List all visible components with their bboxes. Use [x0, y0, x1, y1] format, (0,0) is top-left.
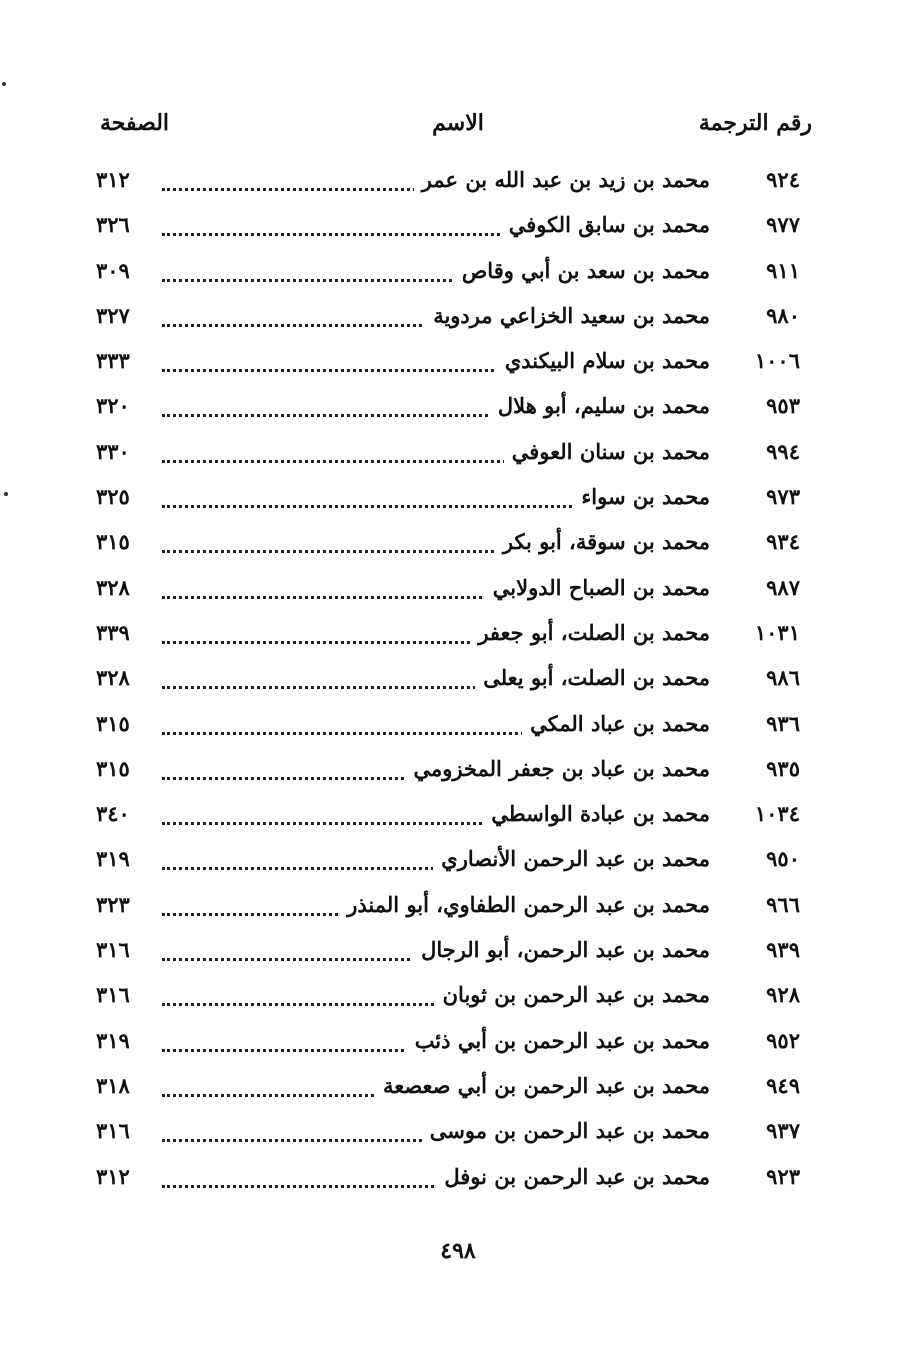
index-row — [0, 525, 916, 570]
translation-number: ٩٥٣ — [766, 393, 800, 419]
entry-name: محمد بن عبد الرحمن بن نوفل — [436, 1164, 710, 1189]
index-row — [0, 1024, 916, 1069]
entry-page: ٣٢٠ — [96, 393, 130, 419]
index-row — [0, 752, 916, 797]
entry-name: محمد بن عبادة الواسطي — [483, 801, 710, 826]
entry-name: محمد بن سابق الكوفي — [501, 212, 710, 237]
entry-name: محمد بن الصلت، أبو جعفر — [470, 620, 710, 645]
index-row — [0, 888, 916, 933]
index-row — [0, 933, 916, 978]
entry-page: ٣٢٦ — [96, 212, 130, 238]
entry-name: محمد بن عبد الرحمن الطفاوي، أبو المنذر — [339, 892, 710, 917]
translation-number: ٩١١ — [766, 257, 800, 283]
entry-name: محمد بن عبد الرحمن بن ثوبان — [435, 982, 710, 1007]
translation-number: ٩٨٠ — [766, 302, 800, 328]
translation-number: ٩٧٧ — [766, 212, 800, 238]
entry-page: ٣١٢ — [96, 1163, 130, 1189]
translation-number: ٩٣٥ — [766, 755, 800, 781]
index-entries — [0, 163, 916, 1205]
entry-page: ٣١٥ — [96, 710, 130, 736]
index-row — [0, 480, 916, 525]
entry-page: ٣٠٩ — [96, 257, 130, 283]
translation-number: ٩٤٩ — [766, 1072, 800, 1098]
index-row — [0, 1114, 916, 1159]
translation-number: ٩٥٢ — [766, 1027, 800, 1053]
entry-page: ٣١٩ — [96, 846, 130, 872]
index-row — [0, 1069, 916, 1114]
entry-name: محمد بن عباد بن جعفر المخزومي — [405, 756, 710, 781]
index-row — [0, 707, 916, 752]
translation-number: ٩٨٦ — [766, 665, 800, 691]
translation-number: ١٠٠٦ — [754, 348, 800, 374]
column-header-name: الاسم — [432, 110, 484, 136]
entry-name: محمد بن عبد الرحمن بن أبي صعصعة — [375, 1073, 710, 1098]
translation-number: ٩٣٩ — [766, 937, 800, 963]
entry-page: ٣١٩ — [96, 1027, 130, 1053]
entry-name: محمد بن الصباح الدولابي — [485, 575, 710, 600]
translation-number: ٩٣٦ — [766, 710, 800, 736]
entry-page: ٣٣٠ — [96, 438, 130, 464]
entry-page: ٣٢٥ — [96, 484, 130, 510]
entry-page: ٣١٨ — [96, 1072, 130, 1098]
translation-number: ٩٣٤ — [766, 529, 800, 555]
entry-page: ٣٣٩ — [96, 619, 130, 645]
entry-page: ٣١٦ — [96, 1118, 130, 1144]
translation-number: ٩٧٣ — [766, 484, 800, 510]
translation-number: ٩٢٣ — [766, 1163, 800, 1189]
translation-number: ٩٦٦ — [766, 891, 800, 917]
entry-page: ٣١٢ — [96, 167, 130, 192]
entry-page: ٣٢٣ — [96, 891, 130, 917]
index-row — [0, 208, 916, 253]
entry-name: محمد بن عبد الرحمن بن أبي ذئب — [407, 1028, 710, 1053]
entry-page: ٣١٥ — [96, 755, 130, 781]
entry-name: محمد بن عبد الرحمن الأنصاري — [433, 846, 710, 871]
entry-name: محمد بن الصلت، أبو يعلى — [475, 665, 710, 690]
entry-name: محمد بن عبد الرحمن بن موسى — [422, 1118, 710, 1143]
entry-name: محمد بن عباد المكي — [522, 711, 710, 736]
index-row — [0, 344, 916, 389]
entry-page: ٣٤٠ — [96, 801, 130, 827]
index-row — [0, 842, 916, 887]
entry-name: محمد بن عبد الرحمن، أبو الرجال — [413, 937, 710, 962]
entry-name: محمد بن زيد بن عبد الله بن عمر — [414, 167, 710, 192]
column-header-page: الصفحة — [100, 110, 170, 136]
entry-name: محمد بن سعد بن أبي وقاص — [454, 258, 710, 283]
entry-name: محمد بن سعيد الخزاعي مردوية — [425, 303, 710, 328]
index-row — [0, 299, 916, 344]
index-row — [0, 616, 916, 661]
translation-number: ٩٢٤ — [766, 167, 800, 192]
index-row — [0, 254, 916, 299]
index-row — [0, 571, 916, 616]
entry-name: محمد بن سوقة، أبو بكر — [495, 529, 710, 554]
translation-number: ٩٥٠ — [766, 846, 800, 872]
translation-number: ١٠٣٤ — [754, 801, 800, 827]
column-header-translation-number: رقم الترجمة — [698, 110, 812, 136]
entry-name: محمد بن سليم، أبو هلال — [490, 393, 710, 418]
entry-page: ٣٢٧ — [96, 302, 130, 328]
index-row — [0, 1160, 916, 1205]
scan-speck — [2, 82, 6, 86]
entry-page: ٣٣٣ — [96, 348, 130, 374]
translation-number: ٩٩٤ — [766, 438, 800, 464]
translation-number: ١٠٣١ — [754, 619, 800, 645]
entry-page: ٣١٦ — [96, 982, 130, 1008]
entry-page: ٣٢٨ — [96, 665, 130, 691]
index-row — [0, 389, 916, 434]
entry-page: ٣٢٨ — [96, 574, 130, 600]
index-row — [0, 163, 916, 208]
page-number: ٤٩٨ — [440, 1238, 476, 1264]
index-row — [0, 797, 916, 842]
entry-page: ٣١٦ — [96, 937, 130, 963]
translation-number: ٩٢٨ — [766, 982, 800, 1008]
entry-page: ٣١٥ — [96, 529, 130, 555]
entry-name: محمد بن سنان العوفي — [504, 439, 710, 464]
translation-number: ٩٨٧ — [766, 574, 800, 600]
index-row — [0, 661, 916, 706]
entry-name: محمد بن سواء — [573, 484, 710, 509]
index-row — [0, 435, 916, 480]
translation-number: ٩٣٧ — [766, 1118, 800, 1144]
entry-name: محمد بن سلام البيكندي — [497, 348, 710, 373]
index-row — [0, 978, 916, 1023]
